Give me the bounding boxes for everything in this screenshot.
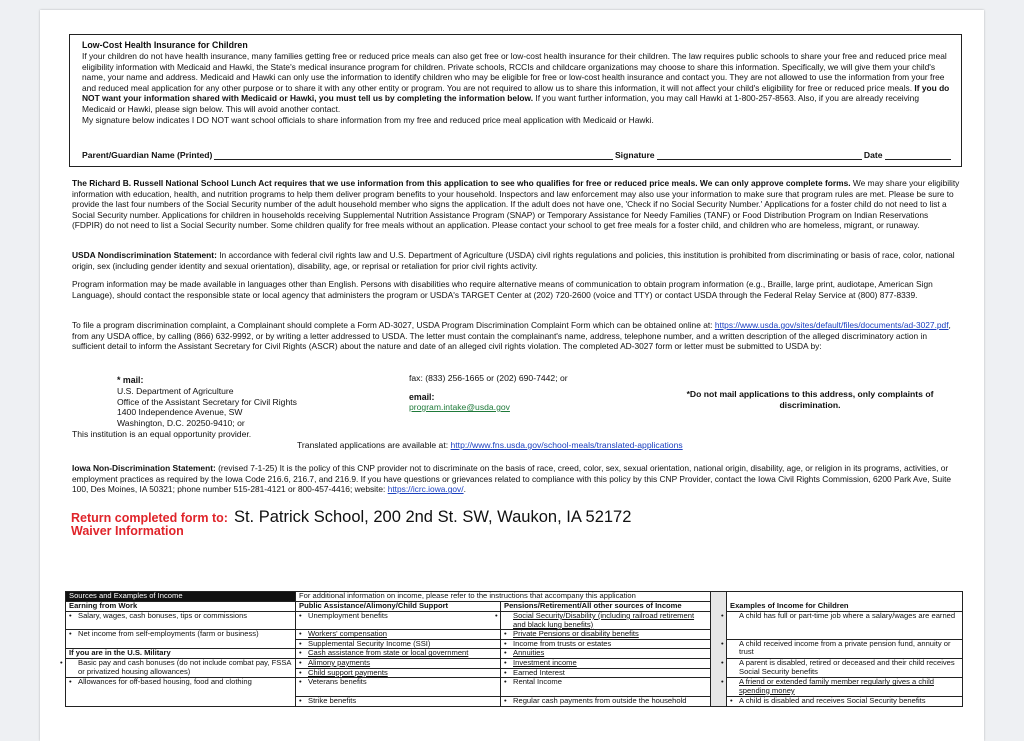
date-field[interactable] [885,151,951,160]
header-public: Public Assistance/Alimony/Child Support [296,602,501,612]
table-row: • Net income from self-employments (farm or business) [66,630,296,649]
parent-name-label: Parent/Guardian Name (Printed) [82,150,213,160]
table-row: • Regular cash payments from outside the household [501,697,711,707]
table-row: • Allowances for off-based housing, food and clothing [66,678,296,707]
table-row: • Workers' compensation [296,630,501,640]
translated-applications-link[interactable]: http://www.fns.usda.gov/school-meals/translated-applications [450,440,683,450]
mail-label: * mail: [117,375,144,385]
table-row: • Income from trusts or estates [501,639,711,649]
table-row: • Investment income [501,658,711,668]
table-row: • Cash assistance from state or local government [296,649,501,659]
signature-row [82,150,953,160]
table-row: • A friend or extended family member regularly gives a child spending money [727,678,963,697]
table-row: • Strike benefits [296,697,501,707]
table-row: • Supplemental Security Income (SSI) [296,639,501,649]
iowa-link[interactable]: https://icrc.iowa.gov/ [387,484,464,495]
ad-3027-link[interactable]: https://www.usda.gov/sites/default/files/documents/ad-3027.pdf [714,320,949,330]
mail-note: *Do not mail applications to this address, only complaints of discrimination. [686,389,934,410]
email-link[interactable]: program.intake@usda.gov [409,402,510,412]
table-row: • Child support payments [296,668,501,678]
header-children: Examples of Income for Children [727,602,963,612]
usda-statement: USDA Nondiscrimination Statement: In accordance with federal civil rights law and U.S. Department of Agriculture (USDA) civil rights regulations and policies, this institution is prohibited from discriminating or basis of race, color, national origin, sex (including gender identity and sexual orientation), disability, age, or reprisal or retaliation for prior civil rights activity. [72,250,955,271]
health-insurance-box [69,34,962,167]
health-insurance-text: If your children do not have health insurance, many families getting free or reduced price meals can also get free or low-cost health insurance for their children. The law requires public schools to share your free and reduced price meal eligibility information with Medicaid and Hawki, the State's medical insurance program for children. Private schools, RCCIs and childcare organizations may choose to share this information. Specifically, we will give them your child's name, your name and address. Medicaid and Hawki can only use the information to identify children who may be eligible for free or low-cost health insurance and contact you. They are not allowed to use the information from your free and reduced meal application for any other purpose or to share it with any other entity or program. You are not required to allow us to share this information, it will not affect your child's eligibility for free or reduced price meals. If you do NOT want your information shared with Medicaid or Hawki, you must tell us by completing the information below. If you want further information, you may call Hawki at 1-800-257-8563. Also, if you are already receiving Medicaid or Hawki, please sign below. This will avoid another contact. [82,51,950,114]
equal-opportunity-text: This institution is an equal opportunity provider. [72,429,252,439]
document-page [40,10,984,741]
return-address: St. Patrick School, 200 2nd St. SW, Waukon, IA 52172 [233,508,632,526]
header-pensions: Pensions/Retirement/All other sources of Income [501,602,711,612]
table-row: • A child received income from a private pension fund, annuity or trust [727,639,963,658]
waiver-heading: Waiver Information [71,524,184,538]
table-row: • A child is disabled and receives Social Security benefits [727,697,963,707]
income-table-title: Sources and Examples of Income [66,592,296,602]
table-row: • Unemployment benefits [296,612,501,630]
complaint-paragraph: To file a program discrimination complaint, a Complainant should complete a Form AD-3027, USDA Program Discrimination Complaint Form which can be obtained online at: https://www.usda.gov/sites/default/files/documents/ad-3027.pdf, from any USDA office, by calling (866) 632-9992, or by writing a letter addressed to USDA. The letter must contain the complainant's name, address, telephone number, and a written description of the alleged discriminatory action in sufficient detail to inform the Assistant Secretary for Civil Rights (ASCR) about the nature and date of an alleged civil rights violation. The completed AD-3027 form or letter must be submitted to USDA by: [72,320,951,352]
military-header: If you are in the U.S. Military [66,649,296,659]
russell-act-paragraph: The Richard B. Russell National School Lunch Act requires that we use information from this application to see who qualifies for free or reduced price meals. We can only approve complete forms. We may share your eligibility information with education, health, and nutrition programs to help them deliver program benefits to your household. Inspectors and law enforcement may also use your information to make sure that program rules are met. Please be sure to provide the last four numbers of the Social Security number of the adult household member who signs the application. If the adult does not have one, 'Check if no Social Security Number.' Applications for a foster child do not need to list a Social Security number. Applications for children in households receiving Supplemental Nutrition Assistance Program (SNAP) or Temporary Assistance for Needy Families (TANF) or Food Distribution Program on Indian Reservations (FDPIR) do not need to list a Social Security number. Some children qualify for free meals without an application. Please contact your school to get free meals for a foster child, and children who are homeless, migrant, or runaway. [72,178,960,231]
date-label: Date [863,150,883,160]
table-row: • Social Security/Disability (including railroad retirement and black lung benefits) [501,612,711,630]
return-label: Return completed form to: [71,511,228,525]
health-insurance-title: Low-Cost Health Insurance for Children [82,40,248,50]
iowa-statement: Iowa Non-Discrimination Statement: (revised 7-1-25) It is the policy of this CNP provider not to discriminate on the basis of race, creed, color, sex, sexual orientation, national origin, disability, age, or religion in its programs, activities, or employment practices as required by the Iowa Code 216.6, 216.7, and 216.9. If you have questions or grievances related to compliance with this policy by this CNP Provider, contact the Iowa Civil Rights Commission, 6200 Park Ave, Suite 100, Des Moines, IA 50321; phone number 515-281-4121 or 800-457-4416; website: https://icrc.iowa.gov/. [72,463,952,495]
mail-address: U.S. Department of Agriculture Office of the Assistant Secretary for Civil Rights 1400 Independence Avenue, SW Washington, D.C. 20250-9410; or [117,386,297,428]
header-earning: Earning from Work [66,602,296,612]
income-table [60,591,963,707]
email-label: email: [409,392,435,402]
signature-label: Signature [614,150,655,160]
table-row: • Earned Interest [501,668,711,678]
table-row: • Rental Income [501,678,711,697]
table-row: • Veterans benefits [296,678,501,697]
fax-line: fax: (833) 256-1665 or (202) 690-7442; or [409,373,568,383]
signature-field[interactable] [657,151,862,160]
translated-applications: Translated applications are available at: http://www.fns.usda.gov/school-meals/translated-applications [297,440,683,450]
parent-name-field[interactable] [214,151,613,160]
table-row: • A child has full or part-time job where a salary/wages are earned [727,612,963,640]
table-row: • Annuities [501,649,711,659]
table-row: • Private Pensions or disability benefits [501,630,711,640]
income-table-note: For additional information on income, please refer to the instructions that accompany this application [296,592,711,602]
program-information: Program information may be made available in languages other than English. Persons with disabilities who require alternative means of communication to obtain program information (e.g., Braille, large print, audiotape, American Sign Language), should contact the responsible state or local agency that administers the program or USDA's TARGET Center at (202) 720-2600 (voice and TTY) or contact USDA through the Federal Relay Service at (800) 877-8339. [72,279,933,300]
signature-note: My signature below indicates I DO NOT want school officials to share information from my free and reduced price meal application with Medicaid or Hawki. [82,114,654,125]
table-row: • Alimony payments [296,658,501,668]
table-row: • Salary, wages, cash bonuses, tips or commissions [66,612,296,630]
table-row: • A parent is disabled, retired or deceased and their child receives Social Security benefits [727,658,963,677]
table-row: • Basic pay and cash bonuses (do not include combat pay, FSSA or privatized housing allowances) [66,658,296,677]
